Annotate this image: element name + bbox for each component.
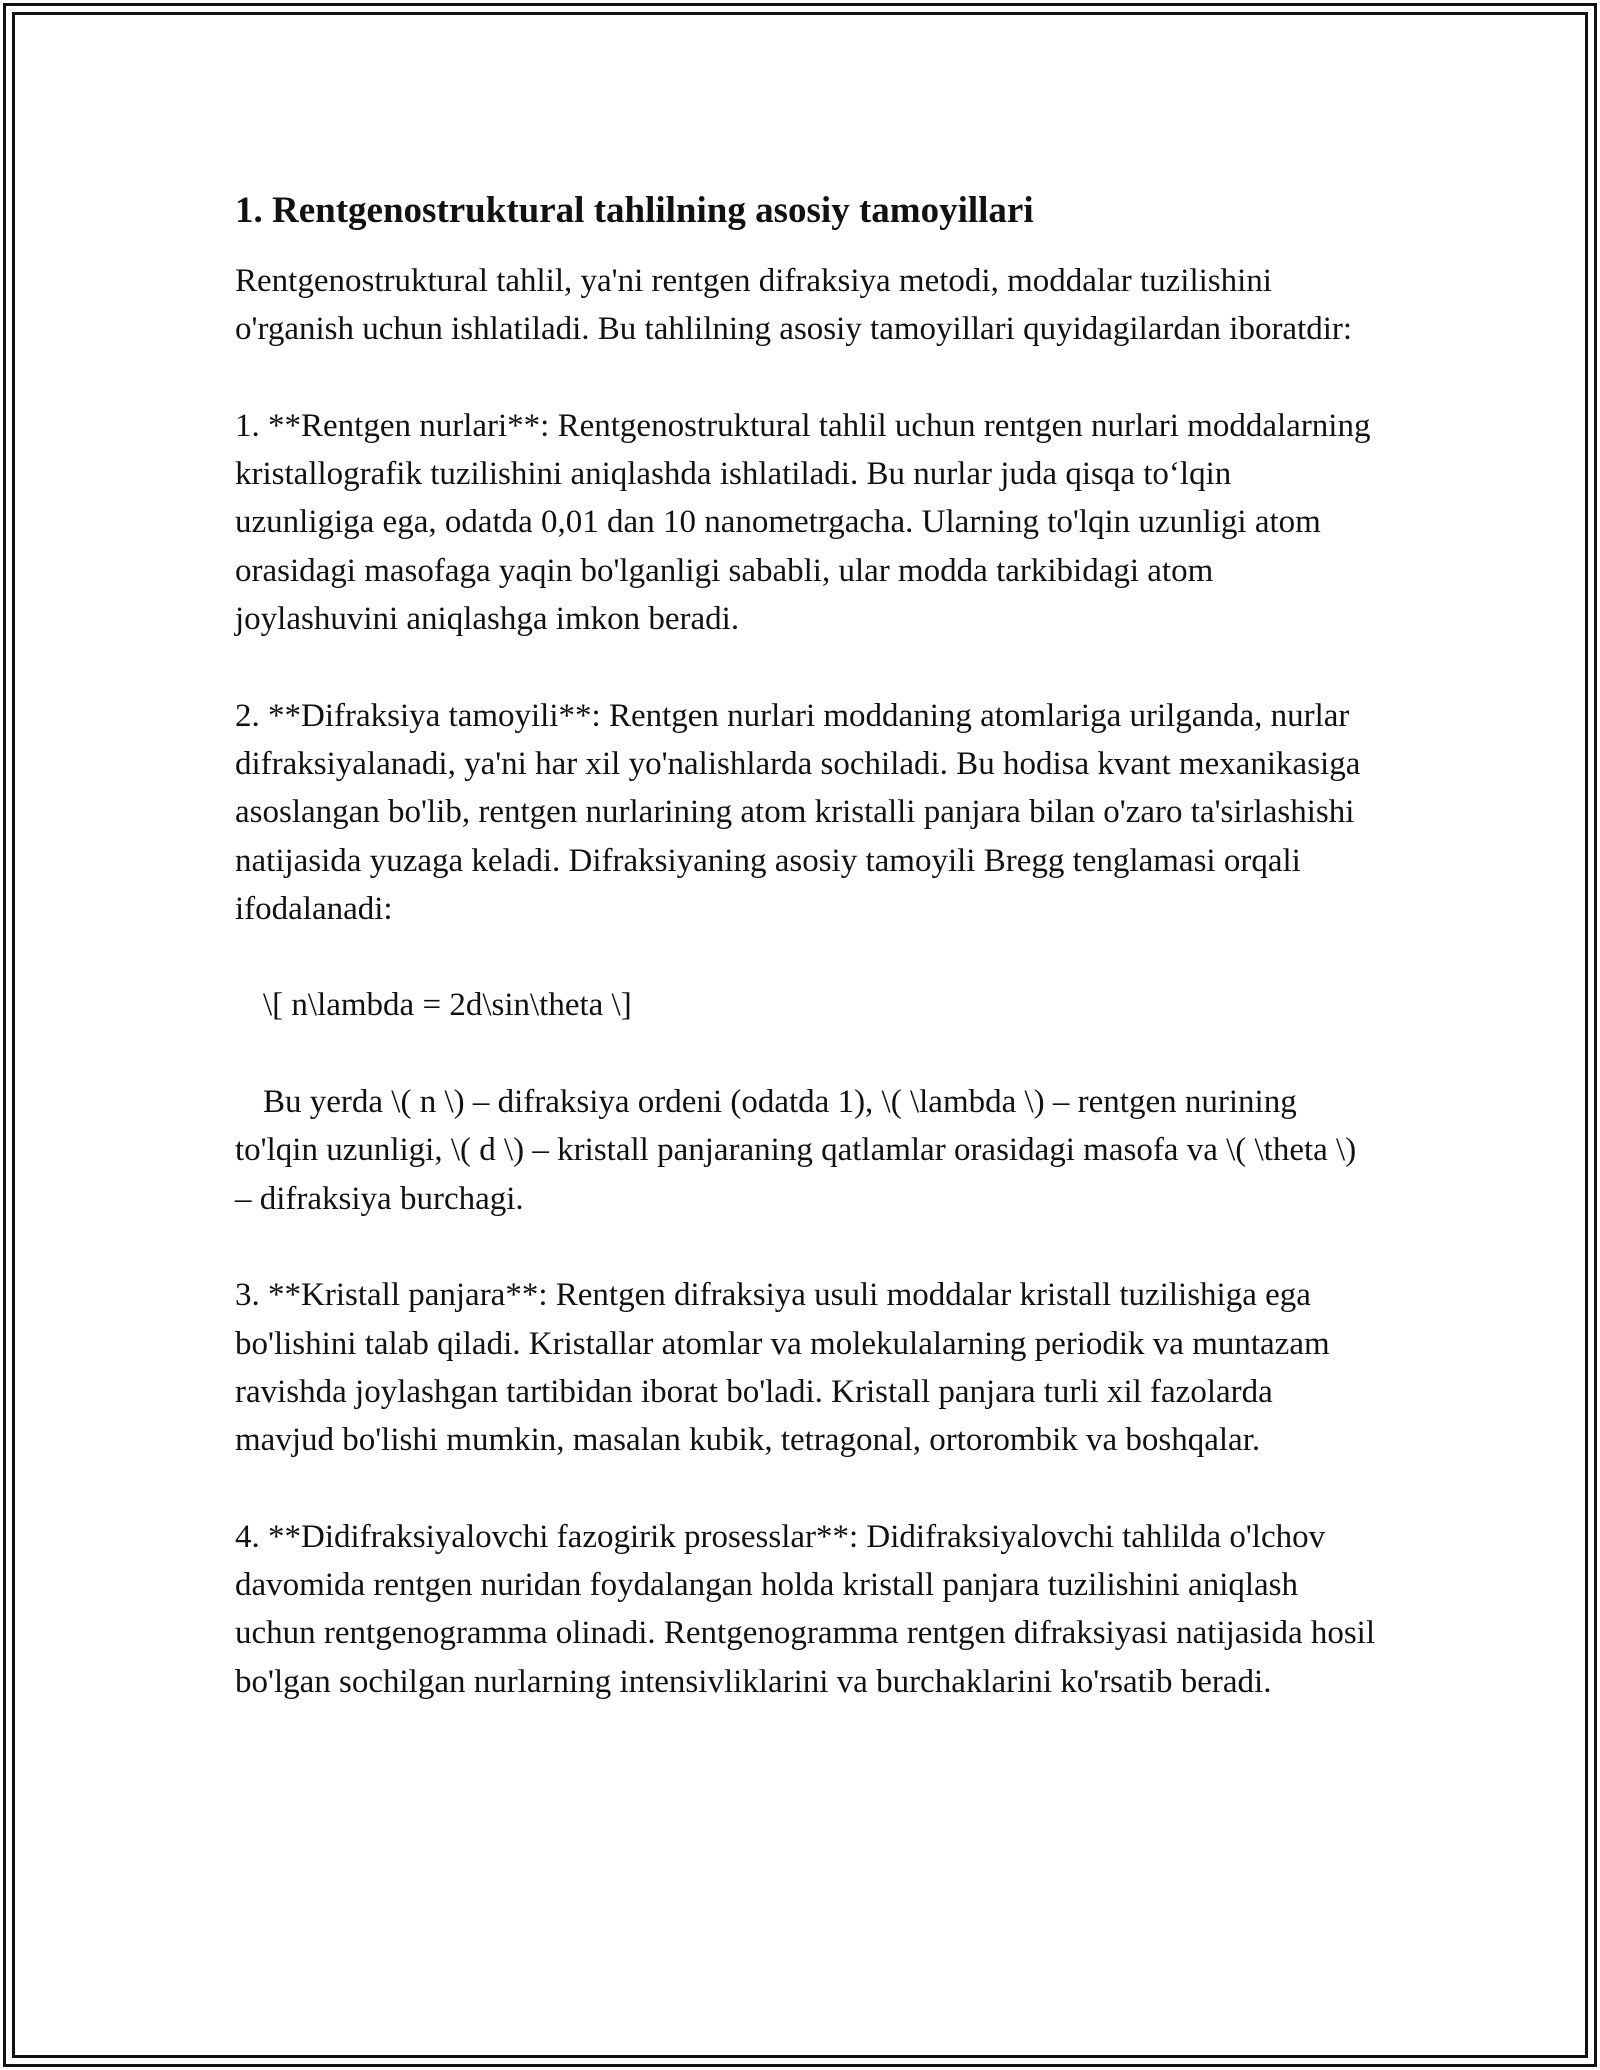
intro-paragraph: Rentgenostruktural tahlil, ya'ni rentgen difraksiya metodi, moddalar tuzilishini o'rganish uchun ishlatiladi. Bu tahlilning asosiy tamoyillari quyidagilardan iboratdir: xyxy=(235,263,1353,348)
point-4-paragraph: 4. **Didifraksiyalovchi fazogirik prosesslar**: Didifraksiyalovchi tahlilda o'lchov davomida rentgen nuridan foydalangan holda kristall panjara tuzilishini aniqlash uchun rentgenogramma olinadi. Rentgenogramma rentgen difraksiyasi natijasida hosil bo'lgan sochilgan nurlarning intensivliklarini va burchaklarini ko'rsatib beradi. xyxy=(235,1518,1376,1700)
point-1-paragraph: 1. **Rentgen nurlari**: Rentgenostruktural tahlil uchun rentgen nurlari moddalarning kristallografik tuzilishini aniqlashda ishlatiladi. Bu nurlar juda qisqa to‘lqin uzunligiga ega, odatda 0,01 dan 10 nanometrgacha. Ularning to'lqin uzunligi atom orasidagi masofaga yaqin bo'lganligi sababli, ular modda tarkibidagi atom joylashuvini aniqlashga imkon beradi. xyxy=(235,407,1371,638)
formula-explanation-paragraph: Bu yerda \( n \) – difraksiya ordeni (odatda 1), \( \lambda \) – rentgen nurining to'lqin uzunligi, \( d \) – kristall panjaraning qatlamlar orasidagi masofa va \( \theta \) – difraksiya burchagi. xyxy=(235,1084,1357,1217)
bragg-formula: \[ n\lambda = 2d\sin\theta \] xyxy=(263,987,632,1024)
point-2-paragraph: 2. **Difraksiya tamoyili**: Rentgen nurlari moddaning atomlariga urilganda, nurlar difraksiyalanadi, ya'ni har xil yo'nalishlarda sochiladi. Bu hodisa kvant mexanikasiga asoslangan bo'lib, rentgen nurlarining atom kristalli panjara bilan o'zaro ta'sirlashishi natijasida yuzaga keladi. Difraksiyaning asosiy tamoyili Bregg tenglamasi orqali ifodalanadi: xyxy=(235,697,1361,927)
document-body xyxy=(235,187,1375,1754)
section-heading: 1. Rentgenostruktural tahlilning asosiy tamoyillari xyxy=(235,190,1034,231)
point-3-paragraph: 3. **Kristall panjara**: Rentgen difraksiya usuli moddalar kristall tuzilishiga ega bo'lishini talab qiladi. Kristallar atomlar va molekulalarning periodik va muntazam ravishda joylashgan tartibidan iborat bo'ladi. Kristall panjara turli xil fazolarda mavjud bo'lishi mumkin, masalan kubik, tetragonal, ortorombik va boshqalar. xyxy=(235,1277,1330,1459)
